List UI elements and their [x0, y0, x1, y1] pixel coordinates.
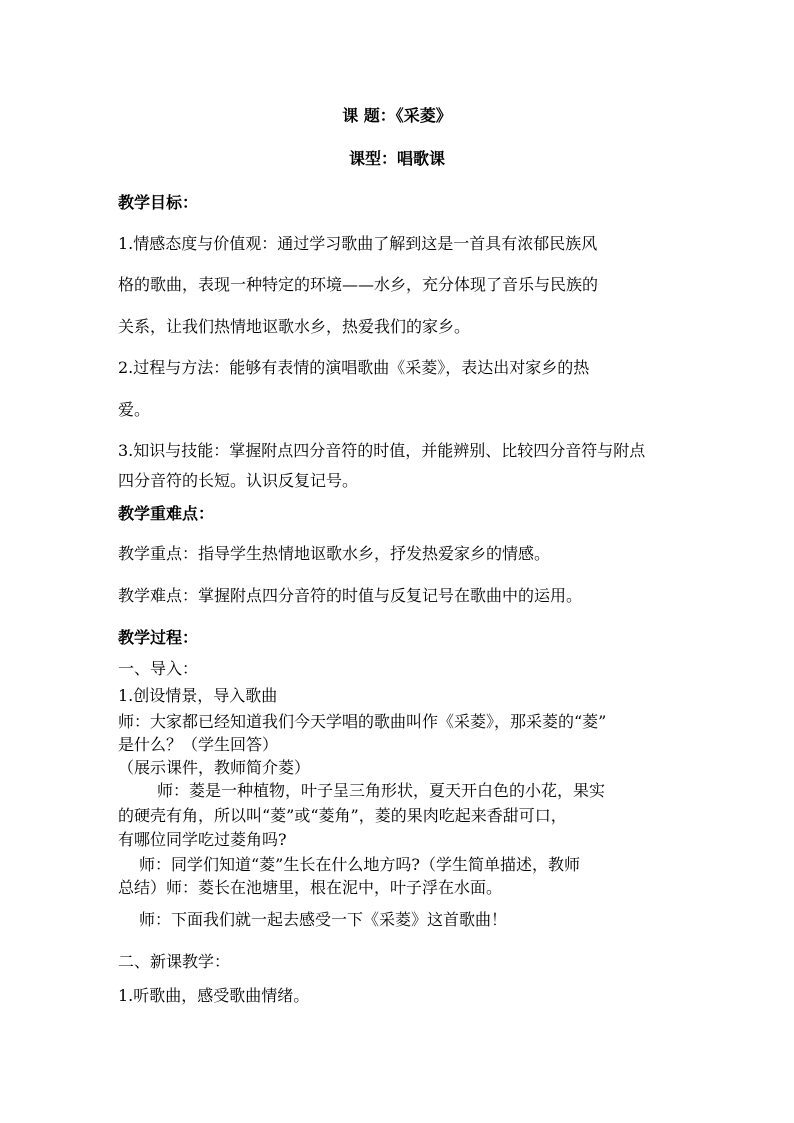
key-points-heading: 教学重难点： — [118, 504, 215, 523]
objective-1-line-1: 1.情感态度与价值观：通过学习歌曲了解到这是一首具有浓郁民族风 — [118, 234, 598, 253]
objective-2-line-1: 2.过程与方法：能够有表情的演唱歌曲《采菱》，表达出对家乡的热 — [118, 358, 590, 377]
teacher-line-5: 师：下面我们就一起去感受一下《采菱》这首歌曲！ — [139, 910, 508, 929]
objective-2-line-2: 爱。 — [118, 400, 151, 419]
step-2-heading: 1.听歌曲，感受歌曲情绪。 — [118, 986, 310, 1005]
process-heading: 教学过程： — [118, 628, 199, 647]
teacher-line-3b: 的硬壳有角，所以叫“菱”或“菱角”，菱的果肉吃起来香甜可口， — [118, 806, 567, 825]
teacher-line-1a: 师：大家都已经知道我们今天学唱的歌曲叫作《采菱》，那采菱的“菱” — [118, 712, 607, 731]
lesson-title: 课 题：《采菱》 — [342, 106, 452, 125]
objective-3-line-1: 3.知识与技能：掌握附点四分音符的时值，并能辨别、比较四分音符与附点 — [118, 441, 646, 460]
teacher-line-4b: 总结）师：菱长在池塘里，根在泥中，叶子浮在水面。 — [118, 878, 503, 897]
objectives-heading: 教学目标： — [118, 193, 199, 212]
objective-3-line-2: 四分音符的长短。认识反复记号。 — [118, 471, 359, 490]
step-1-heading: 1.创设情景，导入歌曲 — [118, 686, 278, 705]
teaching-difficulty: 教学难点：掌握附点四分音符的时值与反复记号在歌曲中的运用。 — [118, 586, 583, 605]
objective-1-line-2: 格的歌曲，表现一种特定的环境——水乡，充分体现了音乐与民族的 — [118, 275, 599, 294]
teacher-line-3a: 师：菱是一种植物，叶子呈三角形状，夏天开白色的小花，果实 — [157, 781, 606, 800]
lesson-type: 课型：唱歌课 — [348, 149, 445, 168]
objective-1-line-3: 关系，让我们热情地讴歌水乡，热爱我们的家乡。 — [118, 317, 471, 336]
teacher-line-3c: 有哪位同学吃过菱角吗? — [118, 830, 287, 849]
part-1-heading: 一、导入： — [118, 659, 199, 678]
part-2-heading: 二、新课教学： — [118, 952, 231, 971]
teacher-line-4a: 师：同学们知道“菱”生长在什么地方吗?（学生简单描述，教师 — [139, 855, 580, 874]
teacher-line-1b: 是什么？（学生回答） — [118, 735, 279, 754]
teaching-focus: 教学重点：指导学生热情地讴歌水乡，抒发热爱家乡的情感。 — [118, 544, 551, 563]
courseware-note: （展示课件，教师简介菱） — [118, 758, 311, 777]
